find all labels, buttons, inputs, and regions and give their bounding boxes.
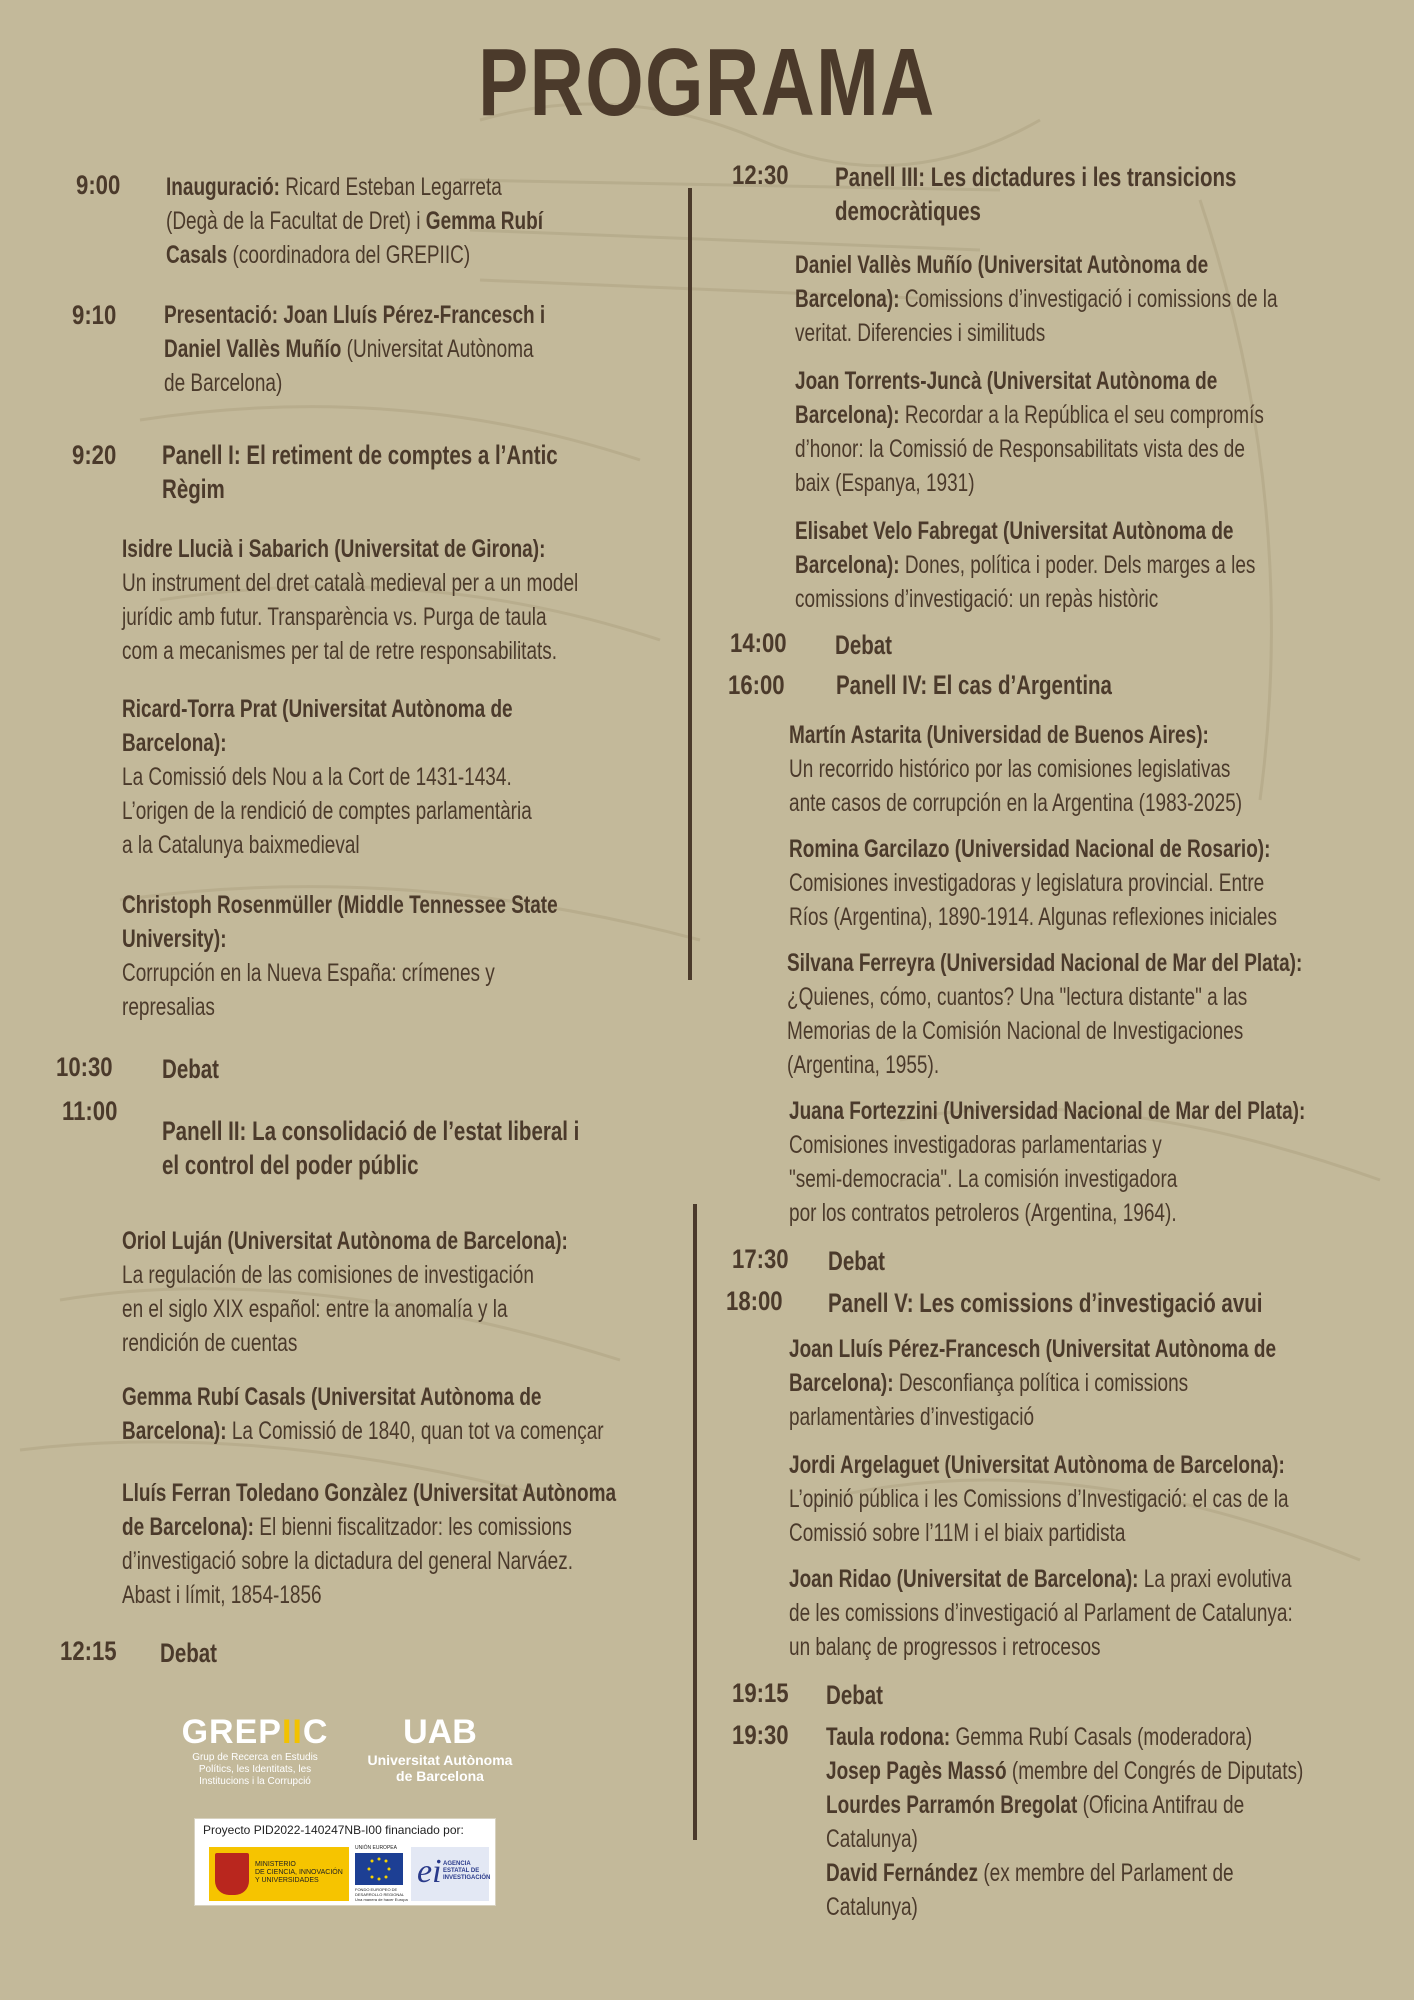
speaker: Daniel Vallès Muñío (Universitat Autònoma de [795,251,1209,279]
logo-text: UAB [403,1713,477,1751]
eu-line: DESARROLLO REGIONAL [355,1892,405,1897]
panel-line: el control del poder públic [162,1150,419,1180]
text: L’opinió pública i les Comissions d’Investigació: el cas de la [789,1485,1289,1513]
talk-rubi [122,1380,604,1448]
text: Comisiones investigadoras parlamentarias y [789,1131,1162,1159]
name: Daniel Vallès Muñío [164,335,342,363]
speaker: Barcelona): [795,401,900,429]
panel-title [835,160,1236,228]
time: 18:00 [726,1286,783,1316]
ministry-line: Y UNIVERSIDADES [255,1877,319,1884]
text: (Argentina, 1955). [787,1051,940,1079]
speaker: Barcelona): [122,729,227,757]
debat-label: Debat [828,1246,886,1276]
speaker: University): [122,925,227,953]
text: (membre del Congrés de Diputats) [1006,1757,1304,1785]
divider-bottom [693,1204,697,1840]
debat-label: Debat [160,1638,218,1668]
text: "semi-democracia". La comisión investigadora [789,1165,1178,1193]
funding-box [194,1818,496,1906]
text: Comissió sobre l’11M i el biaix partidista [789,1519,1126,1547]
text: com a mecanismes per tal de retre responsabilitats. [122,637,558,665]
ministry-line: DE CIENCIA, INNOVACIÓN [255,1869,343,1876]
speaker: Romina Garcilazo (Universidad Nacional de Rosario): [789,835,1271,863]
talk-torra [122,692,532,862]
ministry-text [255,1861,343,1885]
text: (Oficina Antifrau de [1077,1791,1245,1819]
panel-title [162,438,558,506]
text: de Barcelona) [164,369,283,397]
text: baix (Espanya, 1931) [795,469,975,497]
text: veritat. Diferencies i similituds [795,319,1046,347]
talk-torrents [795,364,1264,500]
panel-title: Panell IV: El cas d’Argentina [836,670,1112,700]
label: Inauguració: [166,173,281,201]
text: d’honor: la Comissió de Responsabilitats vista des de [795,435,1245,463]
item-text [166,170,543,272]
aei-text [443,1861,490,1882]
text: Catalunya) [826,1825,918,1853]
text: un balanç de progressos i retrocesos [789,1633,1101,1661]
eu-text: UNIÓN EUROPEA [355,1845,397,1851]
speaker: Ricard-Torra Prat (Universitat Autònoma de [122,695,513,723]
text: Un instrument del dret català medieval per a un model [122,569,579,597]
talk-llucia [122,532,578,668]
speaker: Elisabet Velo Fabregat (Universitat Autònoma de [795,517,1234,545]
logo-text: GREP [181,1713,282,1751]
logo-subtext: Polítics, les Identitats, les [198,1764,312,1775]
text: La Comissió dels Nou a la Cort de 1431-1434. [122,763,512,791]
time: 9:20 [72,440,117,470]
eu-flag-icon [355,1853,403,1885]
aei-logo [411,1847,489,1901]
text: represalias [122,993,215,1021]
talk-argelaguet [789,1448,1289,1550]
text: Gemma Rubí Casals (moderadora) [950,1723,1253,1751]
time: 9:00 [76,170,121,200]
speaker: Isidre Llucià i Sabarich (Universitat de Girona): [122,535,546,563]
speaker: Martín Astarita (Universidad de Buenos Aires): [789,721,1209,749]
name: Josep Pagès Massó [826,1757,1007,1785]
text: Catalunya) [826,1893,918,1921]
logo-subtext: Universitat Autònoma [367,1752,513,1768]
talk-lujan [122,1224,568,1360]
panel-line: Panell II: La consolidació de l’estat liberal i [162,1116,580,1146]
text: Desconfiança política i comissions [893,1369,1189,1397]
logo-text: C [302,1713,329,1751]
text: Recordar a la República el seu compromís [899,401,1264,429]
panel-line: democràtiques [835,196,981,226]
text: Un recorrido histórico por las comisiones legislativas [789,755,1231,783]
talk-fortezzini [789,1094,1305,1230]
time: 9:10 [72,300,117,330]
speaker: Oriol Luján (Universitat Autònoma de Barcelona): [122,1227,568,1255]
grepiic-logo [180,1712,330,1788]
panel-title: Panell V: Les comissions d’investigació avui [828,1288,1263,1318]
ministry-logo [209,1847,349,1901]
talk-valles [795,248,1278,350]
panel-line: Panell III: Les dictadures i les transicions [835,162,1237,192]
text: La Comissió de 1840, quan tot va començar [226,1417,604,1445]
funding-text: Proyecto PID2022-140247NB-I00 financiado por: [203,1823,464,1837]
text: Ríos (Argentina), 1890-1914. Algunas reflexiones iniciales [789,903,1277,931]
talk-toledano [122,1476,616,1612]
text: rendición de cuentas [122,1329,298,1357]
uab-logo [340,1712,540,1784]
text: comissions d’investigació: un repàs històric [795,585,1159,613]
coat-of-arms-icon [215,1853,249,1895]
text: Corrupción en la Nueva España: crímenes y [122,959,495,987]
time: 16:00 [728,670,785,700]
speaker: Joan Torrents-Juncà (Universitat Autònoma de [795,367,1218,395]
speaker: Gemma Rubí Casals (Universitat Autònoma de [122,1383,542,1411]
debat-label: Debat [835,630,893,660]
debat-label: Debat [826,1680,884,1710]
eu-line: Una manera de hacer Europa [355,1897,408,1902]
speaker: de Barcelona): [122,1513,254,1541]
ministry-line: MINISTERIO [255,1861,296,1868]
text: (coordinadora del GREPIIC) [227,241,471,269]
name: Joan Lluís Pérez-Francesch i [278,301,546,329]
text: Comissions d’investigació i comissions de la [899,285,1278,313]
panel-line: Panell I: El retiment de comptes a l’Antic [162,440,558,470]
logo-text: II [281,1713,303,1751]
time: 19:15 [732,1678,789,1708]
item-text [164,298,545,400]
logo-subtext: Grup de Recerca en Estudis [192,1752,318,1763]
time: 12:30 [732,160,789,190]
speaker: Barcelona): [122,1417,227,1445]
divider-top [688,188,692,980]
text: parlamentàries d’investigació [789,1403,1035,1431]
time: 12:15 [60,1636,117,1666]
label: Taula rodona: [826,1723,951,1751]
speaker: Juana Fortezzini (Universidad Nacional de Mar del Plata): [789,1097,1306,1125]
debat-label: Debat [162,1054,220,1084]
text: Ricard Esteban Legarreta [280,173,502,201]
eu-text [355,1887,408,1902]
text: El bienni fiscalitzador: les comissions [253,1513,572,1541]
item-text [826,1720,1303,1924]
aei-line: ESTATAL DE [443,1868,480,1874]
name: Lourdes Parramón Bregolat [826,1791,1078,1819]
talk-ridao [789,1562,1293,1664]
label: Presentació: [164,301,279,329]
logos [180,1712,540,1802]
panel-title [162,1114,579,1182]
time: 17:30 [732,1244,789,1274]
text: en el siglo XIX español: entre la anomalía y la [122,1295,508,1323]
page-title: PROGRAMA [478,29,936,136]
speaker: Lluís Ferran Toledano Gonzàlez (Universitat Autònoma [122,1479,617,1507]
talk-rosenmuller [122,888,558,1024]
text: La praxi evolutiva [1138,1565,1292,1593]
eu-line: FONDO EUROPEO DE [355,1887,398,1892]
name: Gemma Rubí [425,207,543,235]
talk-perez [789,1332,1276,1434]
text: Memorias de la Comisión Nacional de Investigaciones [787,1017,1244,1045]
speaker: Joan Ridao (Universitat de Barcelona): [789,1565,1139,1593]
time: 19:30 [732,1720,789,1750]
aei-icon: ei [417,1853,442,1890]
text: (Universitat Autònoma [341,335,534,363]
text: ante casos de corrupción en la Argentina (1983-2025) [789,789,1243,817]
text: Comisiones investigadoras y legislatura provincial. Entre [789,869,1265,897]
text: ¿Quienes, cómo, cuantos? Una "lectura distante" a las [787,983,1248,1011]
text: (Degà de la Facultat de Dret) i [166,207,426,235]
text: de les comissions d’investigació al Parlament de Catalunya: [789,1599,1293,1627]
time: 11:00 [62,1096,118,1126]
text: a la Catalunya baixmedieval [122,831,360,859]
panel-line: Règim [162,474,225,504]
name: Casals [166,241,228,269]
talk-astarita [789,718,1242,820]
logo-subtext: Institucions i la Corrupció [199,1776,311,1787]
speaker: Joan Lluís Pérez-Francesch (Universitat Autònoma de [789,1335,1277,1363]
text: Dones, política i poder. Dels marges a les [899,551,1256,579]
speaker: Barcelona): [795,285,900,313]
talk-garcilazo [789,832,1277,934]
eu-logo [355,1845,408,1902]
text: (ex membre del Parlament de [978,1859,1234,1887]
text: jurídic amb futur. Transparència vs. Purga de taula [122,603,547,631]
name: David Fernández [826,1859,979,1887]
aei-line: INVESTIGACIÓN [443,1875,491,1881]
speaker: Barcelona): [789,1369,894,1397]
speaker: Barcelona): [795,551,900,579]
logo-subtext: de Barcelona [396,1768,484,1784]
aei-line: AGENCIA [443,1861,471,1867]
text: L’origen de la rendició de comptes parlamentària [122,797,532,825]
text: La regulación de las comisiones de investigación [122,1261,534,1289]
time: 14:00 [730,628,787,658]
time: 10:30 [56,1052,113,1082]
talk-ferreyra [787,946,1302,1082]
speaker: Silvana Ferreyra (Universidad Nacional de Mar del Plata): [787,949,1303,977]
text: d’investigació sobre la dictadura del general Narváez. [122,1547,573,1575]
talk-velo [795,514,1255,616]
speaker: Christoph Rosenmüller (Middle Tennessee State [122,891,558,919]
text: por los contratos petroleros (Argentina, 1964). [789,1199,1177,1227]
text: Abast i límit, 1854-1856 [122,1581,322,1609]
speaker: Jordi Argelaguet (Universitat Autònoma de Barcelona): [789,1451,1285,1479]
